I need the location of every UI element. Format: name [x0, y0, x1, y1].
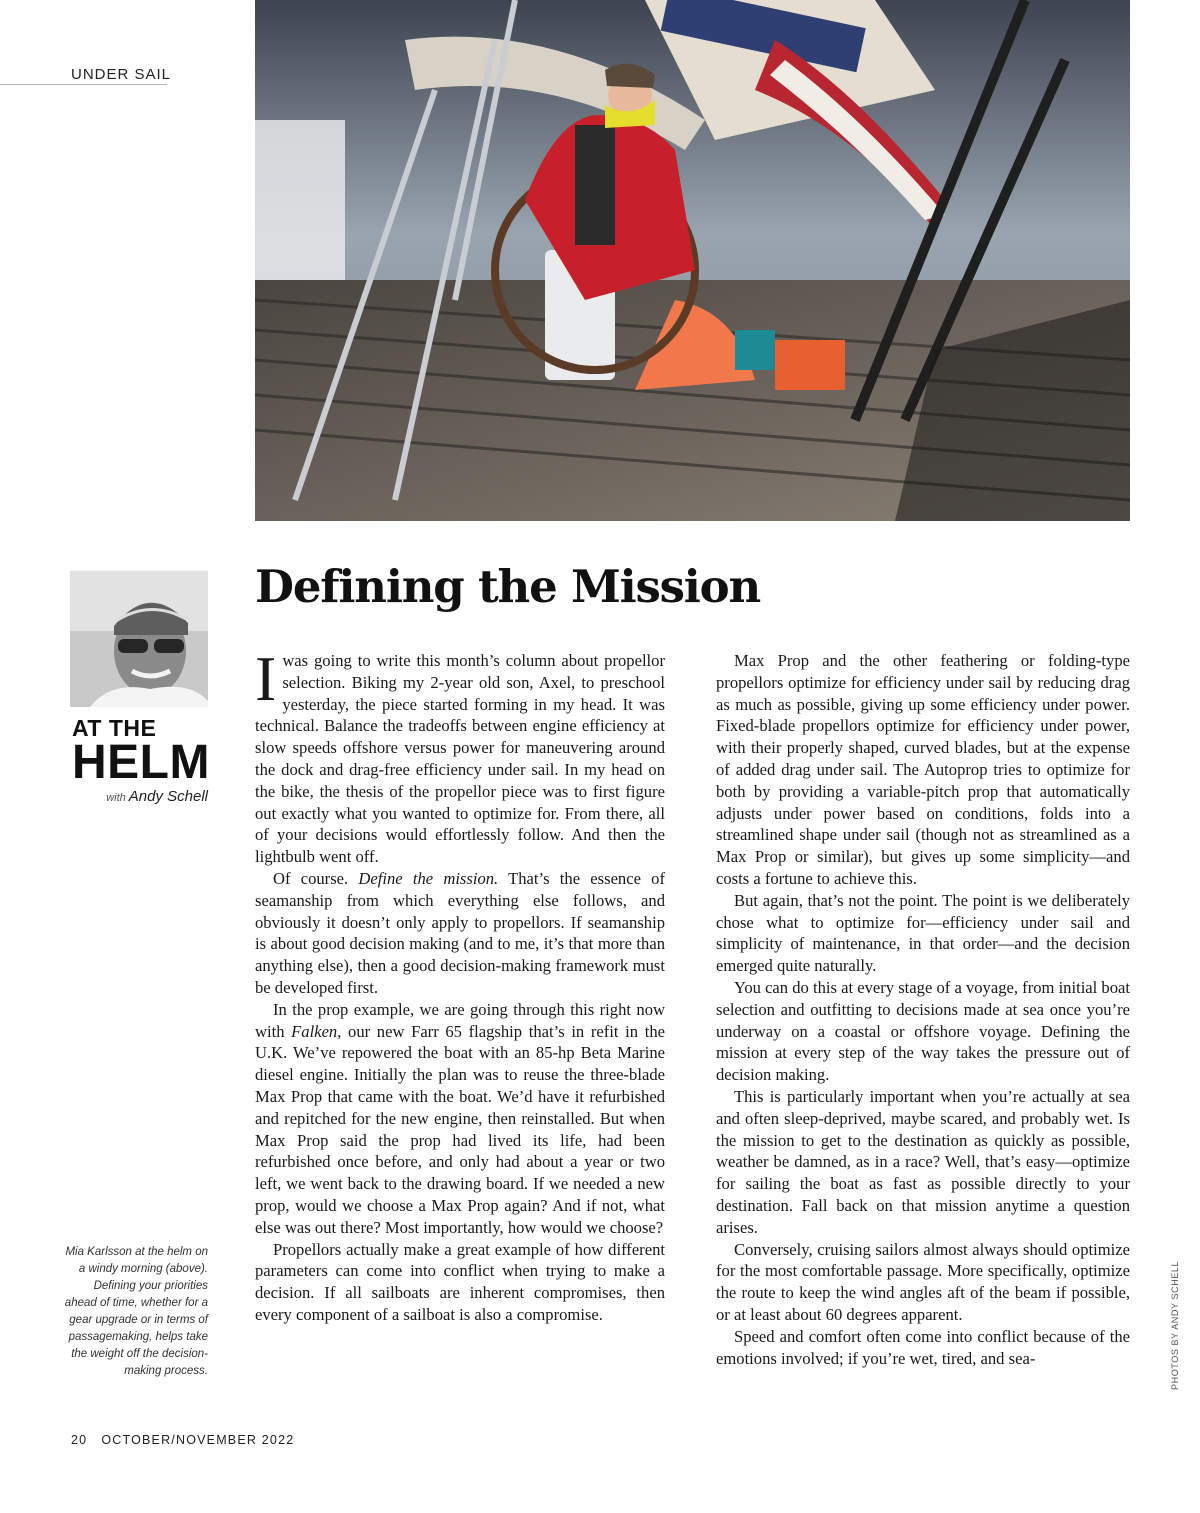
hero-photo — [255, 0, 1130, 521]
p2-emphasis: Define the mission. — [358, 868, 499, 888]
column-title-main: HELM — [72, 736, 210, 789]
paragraph-8: This is particularly important when you’re actually at sea and often sleep-deprived, maybe scared, and probably wet. Is the mission to get to the destination as quickly as possible, weather be damned, as in a race? Well, that’s easy—optimize for sailing the boat as fast as possible directly to your destination. Fall back on that mission anytime a question arises. — [716, 1086, 1130, 1237]
photo-credit: PHOTOS BY ANDY SCHELL — [1170, 1260, 1180, 1390]
paragraph-4: Propellors actually make a great example of how different parameters can come into conflict when trying to make a decision. If all sailboats are inherent compromises, then every component of a sailboat is also a compromise. — [255, 1239, 665, 1324]
paragraph-7: You can do this at every stage of a voyage, from initial boat selection and outfitting to decisions made at sea once you’re underway on a coastal or offshore voyage. Defining the mission at every step of the way takes the pressure out of decision making. — [716, 977, 1131, 1085]
issue-date: OCTOBER/NOVEMBER 2022 — [101, 1433, 295, 1447]
byline — [70, 788, 208, 805]
paragraph-1 — [255, 643, 665, 868]
column-title — [72, 715, 210, 789]
paragraph-2 — [255, 868, 665, 999]
p2-text-b: That’s the essence of seamanship from which everything else follows, and obviously it doesn’t only apply to propellors. If seamanship is about good decision making (and to me, it’s that more than anything else), then a good decision-making framework must be developed first. — [255, 868, 665, 997]
p3-emphasis: Falken — [291, 1021, 338, 1041]
paragraph-1-text: was going to write this month’s column about propellor selection. Biking my 2-year old son, Axel, to preschool yesterday, the piece started forming in my head. It was technical. Balance the tradeoffs between engine efficiency at slow speeds offshore versus power for maneuvering around the dock and drag-free efficiency under sail. In my head on the bike, the thesis of the propellor piece was to first figure out exactly what you wanted to optimize for. From there, all of your decisions would effortlessly follow. And then the lightbulb went off. — [255, 651, 665, 867]
byline-prefix: with — [106, 792, 126, 804]
paragraph-3 — [255, 999, 665, 1239]
drop-cap: I — [255, 643, 277, 714]
article-column-right — [716, 650, 1130, 1369]
paragraph-6: But again, that’s not the point. The point is we deliberately chose what to optimize for—efficiency under sail and simplicity of maintenance, in that order—and the decision emerged quite naturally. — [716, 890, 1130, 976]
author-photo — [70, 571, 208, 707]
paragraph-5: Max Prop and the other feathering or folding-type propellors optimize for efficiency under sail by reducing drag as much as possible, giving up some efficiency under power. Fixed-blade propellors optimize for efficiency under power, with their properly shaped, curved blades, but at the expense of added drag under sail. The Autoprop tries to optimize for both by providing a variable-pitch prop that automatically adjusts under power based on conditions, folds into a streamlined shape under sail (though not as streamlined as a Max Prop or similar), but gives up some simplicity—and costs a fortune to achieve this. — [716, 651, 1130, 888]
section-label: UNDER SAIL — [71, 66, 172, 83]
photo-caption: Mia Karlsson at the helm on a windy morning (above). Defining your priorities ahead of time, whether for a gear upgrade or in terms of passagemaking, helps take the weight off the decision-making process. — [64, 1246, 208, 1377]
page-number: 20 — [71, 1433, 88, 1447]
section-rule — [0, 84, 167, 85]
p2-text-a: Of course. — [273, 868, 359, 888]
column-title-top: AT THE — [72, 715, 157, 741]
article-column-left — [255, 643, 665, 1326]
byline-author: Andy Schell — [128, 788, 208, 805]
page-footer — [71, 1433, 294, 1447]
p3-text-b: , our new Farr 65 flagship that’s in refit in the U.K. We’ve repowered the boat with an 85-hp Beta Marine diesel engine. Initially the plan was to reuse the three-blade Max Prop that came with the boat. We’d have it refurbished and repitched for the new engine, then reinstalled. But when Max Prop said the prop had lived its life, had been refurbished once before, and only had about a year or two left, we went back to the drawing board. If we needed a new prop, would we choose a Max Prop again? And if not, what else was out there? Most importantly, how would we choose? — [255, 1021, 665, 1237]
headline: Defining the Mission — [255, 560, 760, 613]
p3-text-a: In the prop example, we are going through this right now with — [255, 999, 665, 1041]
paragraph-10: Speed and comfort often come into conflict because of the emotions involved; if you’re wet, tired, and sea- — [716, 1326, 1130, 1368]
paragraph-9: Conversely, cruising sailors almost always should optimize for the most comfortable passage. More specifically, optimize the route to keep the wind angles aft of the beam if possible, or at least about 60 degrees apparent. — [716, 1239, 1130, 1324]
